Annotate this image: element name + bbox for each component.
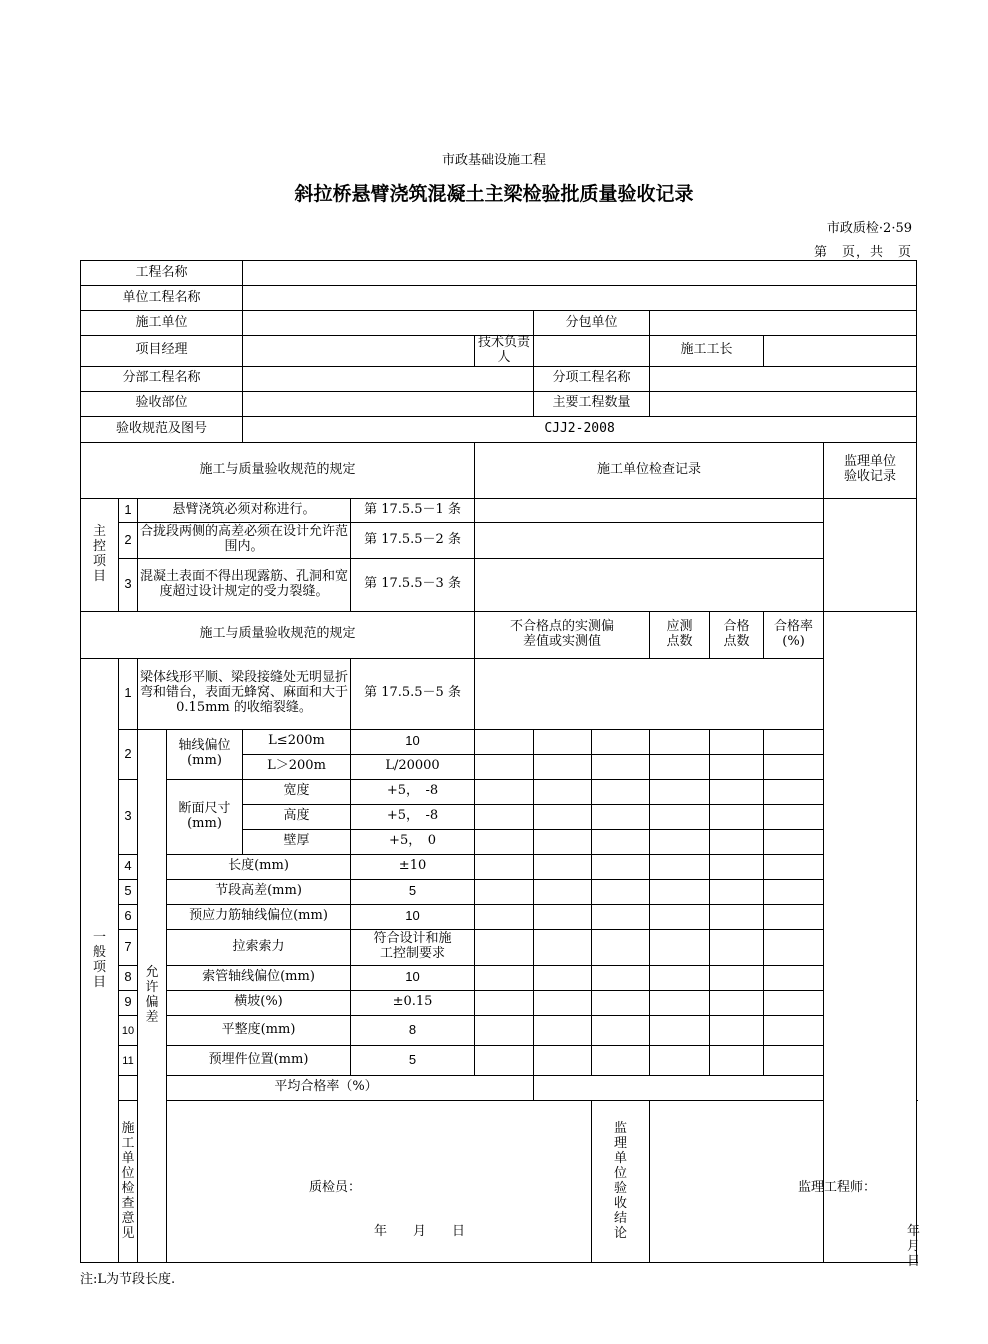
main-item-check-cell[interactable] (475, 558, 824, 611)
measure-cell[interactable] (592, 965, 650, 990)
measure-cell[interactable] (534, 829, 592, 854)
axis-row (81, 729, 917, 754)
main-item-no: 2 (119, 522, 138, 558)
subitem-field[interactable] (650, 366, 917, 391)
pass-rate-cell[interactable] (764, 829, 824, 854)
pass-points-cell[interactable] (710, 829, 764, 854)
foreman-field[interactable] (764, 336, 917, 367)
main-item-desc: 合拢段两侧的高差必须在设计允许范围内。 (138, 522, 351, 558)
measure-cell[interactable] (534, 804, 592, 829)
measure-cell[interactable] (592, 879, 650, 904)
section-value: +5， 0 (351, 829, 475, 854)
pass-points-cell[interactable] (710, 779, 764, 804)
pm-label: 项目经理 (81, 336, 243, 367)
should-check-cell[interactable] (650, 854, 710, 879)
pass-rate-cell[interactable] (764, 1015, 824, 1045)
location-field[interactable] (243, 391, 534, 416)
quantity-field[interactable] (650, 391, 917, 416)
contractor-opinion-label: 施工单位检查意见 (119, 1100, 138, 1262)
pass-rate-cell[interactable] (764, 779, 824, 804)
allow-deviation-label: 允许偏差 (138, 729, 167, 1262)
pass-rate-cell[interactable] (764, 854, 824, 879)
main-item-clause: 第 17.5.5－2 条 (351, 522, 475, 558)
pass-rate-cell[interactable] (764, 990, 824, 1015)
pass-rate-cell[interactable] (764, 1045, 824, 1075)
section-value: +5， -8 (351, 804, 475, 829)
main-item-desc: 悬臂浇筑必须对称进行。 (138, 498, 351, 522)
measure-cell[interactable] (475, 729, 534, 754)
measure-cell[interactable] (592, 929, 650, 965)
pass-points-cell[interactable] (710, 929, 764, 965)
measure-cell[interactable] (475, 804, 534, 829)
main-item-row (81, 498, 917, 522)
inspector-label: 质检员： (309, 1180, 362, 1196)
section-label: 断面尺寸 (mm) (167, 779, 243, 854)
measure-cell[interactable] (592, 1045, 650, 1075)
unit-project-field[interactable] (243, 286, 917, 311)
measure-cell[interactable] (534, 879, 592, 904)
section-sub-label: 高度 (243, 804, 351, 829)
should-check-cell[interactable] (650, 1015, 710, 1045)
measure-cell[interactable] (592, 854, 650, 879)
measure-cell[interactable] (475, 854, 534, 879)
measure-cell[interactable] (592, 729, 650, 754)
general-item-no: 8 (119, 965, 138, 990)
main-item-no: 3 (119, 558, 138, 611)
tolerance-row (81, 929, 917, 965)
tolerance-row (81, 854, 917, 879)
section-sub-label: 壁厚 (243, 829, 351, 854)
pass-points-cell[interactable] (710, 879, 764, 904)
measure-cell[interactable] (475, 1045, 534, 1075)
axis-value: 10 (351, 729, 475, 754)
general-item-no: 6 (119, 904, 138, 929)
tech-lead-field[interactable] (534, 336, 650, 367)
measure-cell[interactable] (534, 1015, 592, 1045)
should-check-cell[interactable] (650, 829, 710, 854)
axis-sub-label: L＞200m (243, 754, 351, 779)
main-items-label: 主控项目 (81, 498, 119, 611)
form-title: 斜拉桥悬臂浇筑混凝土主梁检验批质量验收记录 (294, 183, 694, 205)
section-value: +5， -8 (351, 779, 475, 804)
tolerance-name: 平整度(mm) (167, 1015, 351, 1045)
pass-rate-cell[interactable] (764, 965, 824, 990)
info-row-location (81, 391, 917, 416)
axis-value: L/20000 (351, 754, 475, 779)
should-check-cell[interactable] (650, 965, 710, 990)
form-code: 市政质检·2·59 (826, 221, 912, 236)
should-check-cell[interactable] (650, 929, 710, 965)
section-sub-label: 宽度 (243, 779, 351, 804)
measure-cell[interactable] (475, 879, 534, 904)
tolerance-name: 节段高差(mm) (167, 879, 351, 904)
measure-cell[interactable] (592, 1015, 650, 1045)
measure-cell[interactable] (534, 779, 592, 804)
measure-cell[interactable] (592, 779, 650, 804)
should-check-cell[interactable] (650, 754, 710, 779)
main-item-row (81, 558, 917, 611)
measure-cell[interactable] (592, 754, 650, 779)
info-row-contractor (81, 311, 917, 336)
engineer-label: 监理工程师： (798, 1180, 877, 1196)
general-item-no: 11 (119, 1045, 138, 1075)
supertitle: 市政基础设施工程 (441, 153, 546, 168)
measure-cell[interactable] (534, 904, 592, 929)
axis-label: 轴线偏位 (mm) (167, 729, 243, 779)
should-check-header: 应测点数 (650, 611, 710, 658)
should-check-cell[interactable] (650, 729, 710, 754)
tolerance-value: 10 (351, 965, 475, 990)
main-item-check-cell[interactable] (475, 498, 824, 522)
avg-pass-rate-field[interactable] (534, 1075, 917, 1100)
general-item-no: 4 (119, 854, 138, 879)
measure-cell[interactable] (475, 1015, 534, 1045)
should-check-cell[interactable] (650, 904, 710, 929)
measure-cell[interactable] (534, 729, 592, 754)
tolerance-value: 5 (351, 1045, 475, 1075)
spec-header-2: 施工与质量验收规范的规定 (81, 611, 475, 658)
measure-cell[interactable] (534, 854, 592, 879)
general-header-row (81, 611, 917, 658)
supervisor-signoff-area[interactable] (650, 1100, 947, 1270)
tolerance-row (81, 1045, 917, 1075)
general-item-no: 5 (119, 879, 138, 904)
pm-field[interactable] (243, 336, 475, 367)
axis-sub-label: L≤200m (243, 729, 351, 754)
tolerance-value: 8 (351, 1015, 475, 1045)
signoff-row (81, 1100, 917, 1262)
pass-points-cell[interactable] (710, 729, 764, 754)
quantity-label: 主要工程数量 (534, 391, 650, 416)
pass-rate-cell[interactable] (764, 904, 824, 929)
info-row-standard (81, 416, 917, 442)
tolerance-name: 长度(mm) (167, 854, 351, 879)
general-item-no: 7 (119, 929, 138, 965)
measure-cell[interactable] (534, 1045, 592, 1075)
contractor-label: 施工单位 (81, 311, 243, 336)
should-check-cell[interactable] (650, 804, 710, 829)
contractor-signoff-area[interactable] (167, 1100, 592, 1262)
measure-cell[interactable] (475, 904, 534, 929)
pass-rate-cell[interactable] (764, 879, 824, 904)
location-label: 验收部位 (81, 391, 243, 416)
main-header-row (81, 442, 917, 498)
measure-cell[interactable] (534, 929, 592, 965)
should-check-cell[interactable] (650, 990, 710, 1015)
general-item-row (81, 658, 917, 729)
tolerance-value: 5 (351, 879, 475, 904)
deviation-header: 不合格点的实测偏差值或实测值 (475, 611, 650, 658)
main-item-clause: 第 17.5.5－3 条 (351, 558, 475, 611)
tolerance-name: 预应力筋轴线偏位(mm) (167, 904, 351, 929)
pass-rate-cell[interactable] (764, 729, 824, 754)
standard-label: 验收规范及图号 (81, 416, 243, 442)
measure-cell[interactable] (475, 829, 534, 854)
general-item-no: 1 (119, 658, 138, 729)
tolerance-row (81, 1015, 917, 1045)
supervisor-date: 年 月 日 (907, 1224, 947, 1270)
should-check-cell[interactable] (650, 1045, 710, 1075)
project-name-field[interactable] (243, 261, 917, 286)
spec-header: 施工与质量验收规范的规定 (81, 442, 475, 498)
pass-rate-cell[interactable] (764, 804, 824, 829)
pass-points-cell[interactable] (710, 854, 764, 879)
unit-project-label: 单位工程名称 (81, 286, 243, 311)
measure-cell[interactable] (592, 829, 650, 854)
tolerance-name: 索管轴线偏位(mm) (167, 965, 351, 990)
measure-cell[interactable] (592, 990, 650, 1015)
general-item-clause: 第 17.5.5－5 条 (351, 658, 475, 729)
supervisor-record-header: 监理单位验收记录 (824, 442, 917, 498)
division-field[interactable] (243, 366, 534, 391)
tolerance-value: 10 (351, 904, 475, 929)
main-items-supervisor-cell[interactable] (824, 498, 917, 611)
tolerance-row (81, 965, 917, 990)
main-item-row (81, 522, 917, 558)
division-label: 分部工程名称 (81, 366, 243, 391)
pass-points-cell[interactable] (710, 1015, 764, 1045)
pass-points-cell[interactable] (710, 904, 764, 929)
page-info: 第 页，共 页 (813, 245, 912, 260)
should-check-cell[interactable] (650, 879, 710, 904)
pass-points-cell[interactable] (710, 990, 764, 1015)
average-row (81, 1075, 917, 1100)
measure-cell[interactable] (475, 754, 534, 779)
supervisor-conclusion-label: 监理单位验收结论 (592, 1100, 650, 1262)
subitem-label: 分项工程名称 (534, 366, 650, 391)
main-item-no: 1 (119, 498, 138, 522)
pass-points-header: 合格点数 (710, 611, 764, 658)
project-name-label: 工程名称 (81, 261, 243, 286)
general-item-no: 3 (119, 779, 138, 854)
general-item-no: 9 (119, 990, 138, 1015)
pass-rate-cell[interactable] (764, 754, 824, 779)
measure-cell[interactable] (475, 929, 534, 965)
tolerance-row (81, 990, 917, 1015)
measure-cell[interactable] (475, 990, 534, 1015)
tech-lead-label: 技术负责人 (475, 336, 534, 367)
foreman-label: 施工工长 (650, 336, 764, 367)
pass-points-cell[interactable] (710, 1045, 764, 1075)
inspection-form-table (80, 260, 947, 1270)
tolerance-name: 预埋件位置(mm) (167, 1045, 351, 1075)
should-check-cell[interactable] (650, 779, 710, 804)
section-row (81, 779, 917, 804)
avg-pass-rate-label: 平均合格率（%） (119, 1075, 534, 1100)
measure-cell[interactable] (592, 904, 650, 929)
tolerance-value: 符合设计和施工控制要求 (351, 929, 475, 965)
subcontractor-label: 分包单位 (534, 311, 650, 336)
measure-cell[interactable] (534, 965, 592, 990)
footnote: 注:L为节段长度. (80, 1272, 176, 1287)
measure-cell[interactable] (475, 779, 534, 804)
contractor-date: 年 月 日 (374, 1224, 466, 1240)
info-row-unit (81, 286, 917, 311)
pass-points-cell[interactable] (710, 965, 764, 990)
measure-cell[interactable] (475, 965, 534, 990)
subcontractor-field[interactable] (650, 311, 917, 336)
main-item-check-cell[interactable] (475, 522, 824, 558)
general-item-desc: 梁体线形平顺、梁段接缝处无明显折弯和错台，表面无蜂窝、麻面和大于 0.15mm 的收缩裂缝。 (138, 658, 351, 729)
main-item-clause: 第 17.5.5－1 条 (351, 498, 475, 522)
pass-rate-cell[interactable] (764, 929, 824, 965)
measure-cell[interactable] (534, 754, 592, 779)
pass-rate-header: 合格率 (%) (764, 611, 824, 658)
info-row-manager (81, 336, 917, 367)
tolerance-row (81, 879, 917, 904)
info-row-project (81, 261, 917, 286)
tolerance-name: 横坡(%) (167, 990, 351, 1015)
check-record-header: 施工单位检查记录 (475, 442, 824, 498)
pass-points-cell[interactable] (710, 754, 764, 779)
tolerance-value: ±10 (351, 854, 475, 879)
tolerance-value: ±0.15 (351, 990, 475, 1015)
general-item-check-cell[interactable] (475, 658, 824, 729)
main-item-desc: 混凝土表面不得出现露筋、孔洞和宽度超过设计规定的受力裂缝。 (138, 558, 351, 611)
general-item-no: 10 (119, 1015, 138, 1045)
general-items-label: 一般项目 (81, 658, 119, 1262)
general-item-no: 2 (119, 729, 138, 779)
tolerance-row (81, 904, 917, 929)
pass-points-cell[interactable] (710, 804, 764, 829)
tolerance-name: 拉索索力 (167, 929, 351, 965)
standard-value: CJJ2-2008 (243, 416, 917, 442)
measure-cell[interactable] (592, 804, 650, 829)
info-row-division (81, 366, 917, 391)
contractor-field[interactable] (243, 311, 534, 336)
measure-cell[interactable] (534, 990, 592, 1015)
